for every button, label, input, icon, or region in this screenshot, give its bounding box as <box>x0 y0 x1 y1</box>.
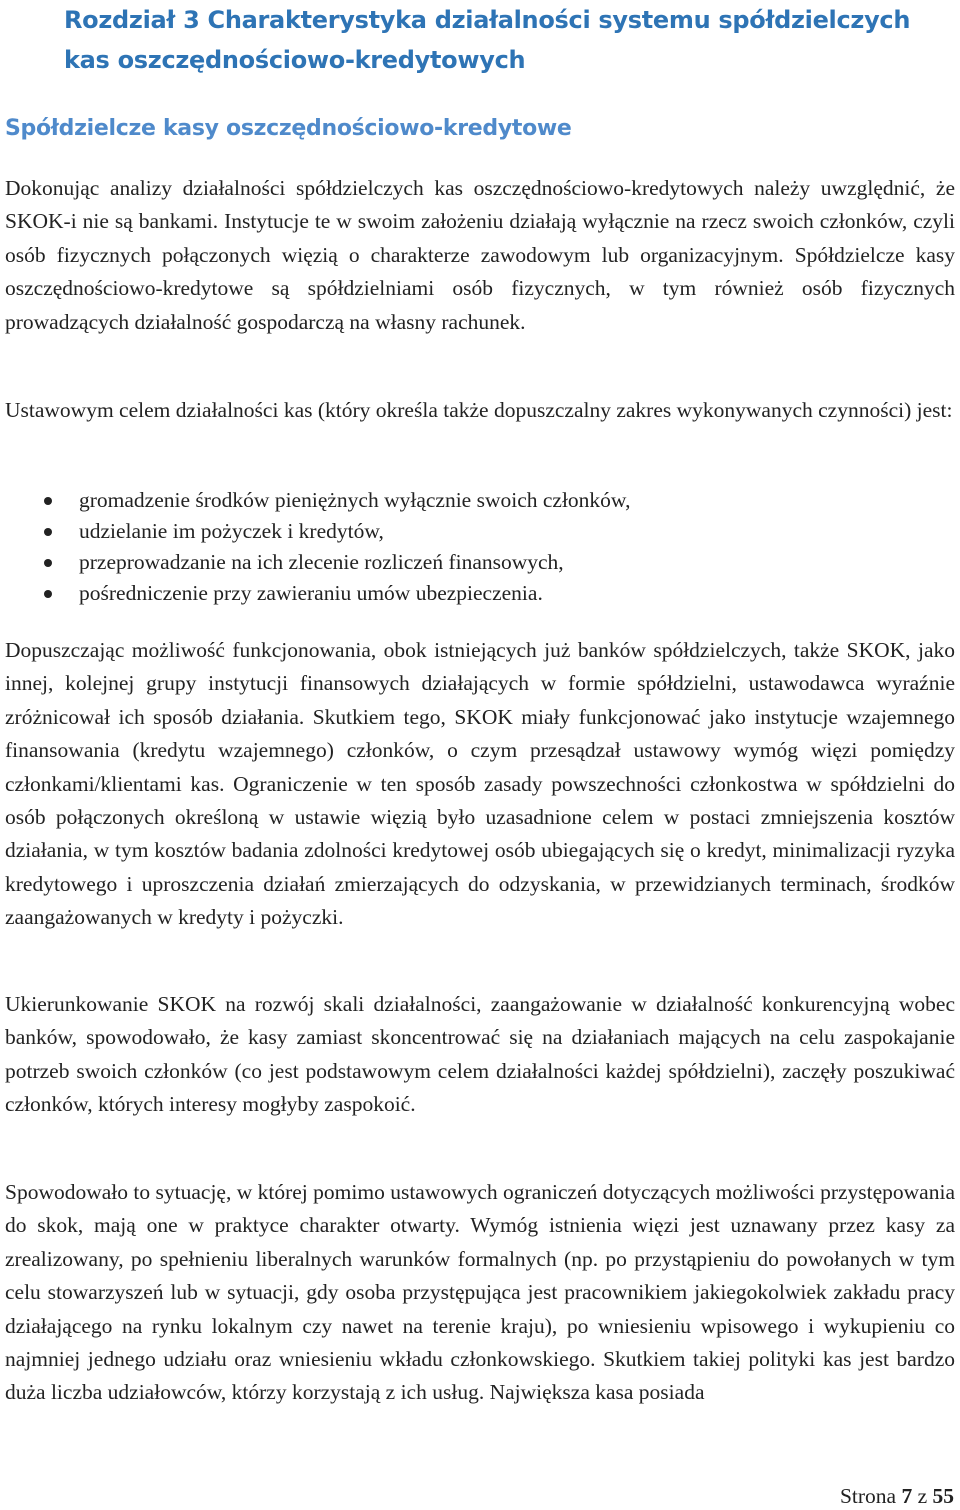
page-total: 55 <box>932 1484 954 1508</box>
list-item <box>0 485 955 516</box>
page-number-footer <box>840 1482 954 1510</box>
bullet-icon <box>44 590 52 598</box>
paragraph-orientation: Ukierunkowanie SKOK na rozwój skali działalności, zaangażowanie w działalność konkurencyjną wobec banków, spowodowało, że kasy zamiast skoncentrować się na działaniach mających na celu zaspokajanie potrzeb swoich członków (co jest podstawowym celem działalności każdej spółdzielni), zaczęły poszukiwać członków, których interesy mogłyby zaspokoić. <box>5 992 955 1117</box>
list-item <box>0 547 955 578</box>
page-separator: z <box>917 1484 928 1508</box>
page-label: Strona <box>839 1484 897 1508</box>
bullet-icon <box>44 497 52 505</box>
list-item-text: przeprowadzanie na ich zlecenie rozliczeń finansowych, <box>79 550 564 574</box>
chapter-title: Rozdział 3 Charakterystyka działalności systemu spółdzielczych kas oszczędnościowo-kredytowych <box>64 6 911 74</box>
section-title: Spółdzielcze kasy oszczędnościowo-kredytowe <box>5 116 572 141</box>
paragraph-intro: Dokonując analizy działalności spółdzielczych kas oszczędnościowo-kredytowych należy uwzględnić, że SKOK-i nie są bankami. Instytucje te w swoim założeniu działają wyłącznie na rzecz swoich członków, czyli osób fizycznych połączonych więzią o charakterze zawodowym lub organizacyjnym. Spółdzielcze kasy oszczędnościowo-kredytowe są spółdzielniami osób fizycznych, w tym również osób fizycznych prowadzących działalność gospodarczą na własny rachunek. <box>5 176 955 334</box>
list-item-text: gromadzenie środków pieniężnych wyłącznie swoich członków, <box>79 488 631 512</box>
bullet-list <box>0 485 955 609</box>
paragraph-differentiation: Dopuszczając możliwość funkcjonowania, obok istniejących już banków spółdzielczych, także SKOK, jako innej, kolejnej grupy instytucji finansowych działających w formie spółdzielni, ustawodawca wyraźnie zróżnicował ich sposób działania. Skutkiem tego, SKOK miały funkcjonować jako instytucje wzajemnego finansowania (kredytu wzajemnego) członków, o czym przesądzał ustawowy wymóg więzi pomiędzy członkami/klientami kas. Ograniczenie w ten sposób zasady powszechności członkostwa w spółdzielni do osób połączonych określoną w ustawie więzią było uzasadnione celem w postaci zmniejszenia kosztów działania, w tym kosztów badania zdolności kredytowej osób ubiegających się o kredyt, minimalizacji ryzyka kredytowego i uproszczenia działań zmierzających do odzyskania, w przewidzianych terminach, środków zaangażowanych w kredyty i pożyczki. <box>5 638 955 930</box>
list-item <box>0 516 955 547</box>
bullet-icon <box>44 559 52 567</box>
bullet-icon <box>44 528 52 536</box>
page-current: 7 <box>901 1484 913 1508</box>
list-item-text: udzielanie im pożyczek i kredytów, <box>79 519 384 543</box>
paragraph-situation: Spowodowało to sytuację, w której pomimo ustawowych ograniczeń dotyczących możliwości przystępowania do skok, mają one w praktyce charakter otwarty. Wymóg istnienia więzi jest uznawany przez kasy za zrealizowany, po spełnieniu liberalnych warunków formalnych (np. po przystąpieniu do powołanych w tym celu stowarzyszeń lub w sytuacji, gdy osoba przystępująca jest pracownikiem jakiegokolwiek zakładu pracy działającego na rynku lokalnym czy nawet na terenie kraju), po wniesieniu wpisowego i wykupieniu co najmniej jednego udziału oraz wniesieniu wkładu członkowskiego. Skutkiem takiej polityki kas jest bardzo duża liczba udziałowców, którzy korzystają z ich usług. Największa kasa posiada <box>5 1180 955 1405</box>
paragraph-statutory-goal: Ustawowym celem działalności kas (który określa także dopuszczalny zakres wykonywanych czynności) jest: <box>5 398 953 422</box>
list-item <box>0 578 955 609</box>
list-item-text: pośredniczenie przy zawieraniu umów ubezpieczenia. <box>79 581 543 605</box>
